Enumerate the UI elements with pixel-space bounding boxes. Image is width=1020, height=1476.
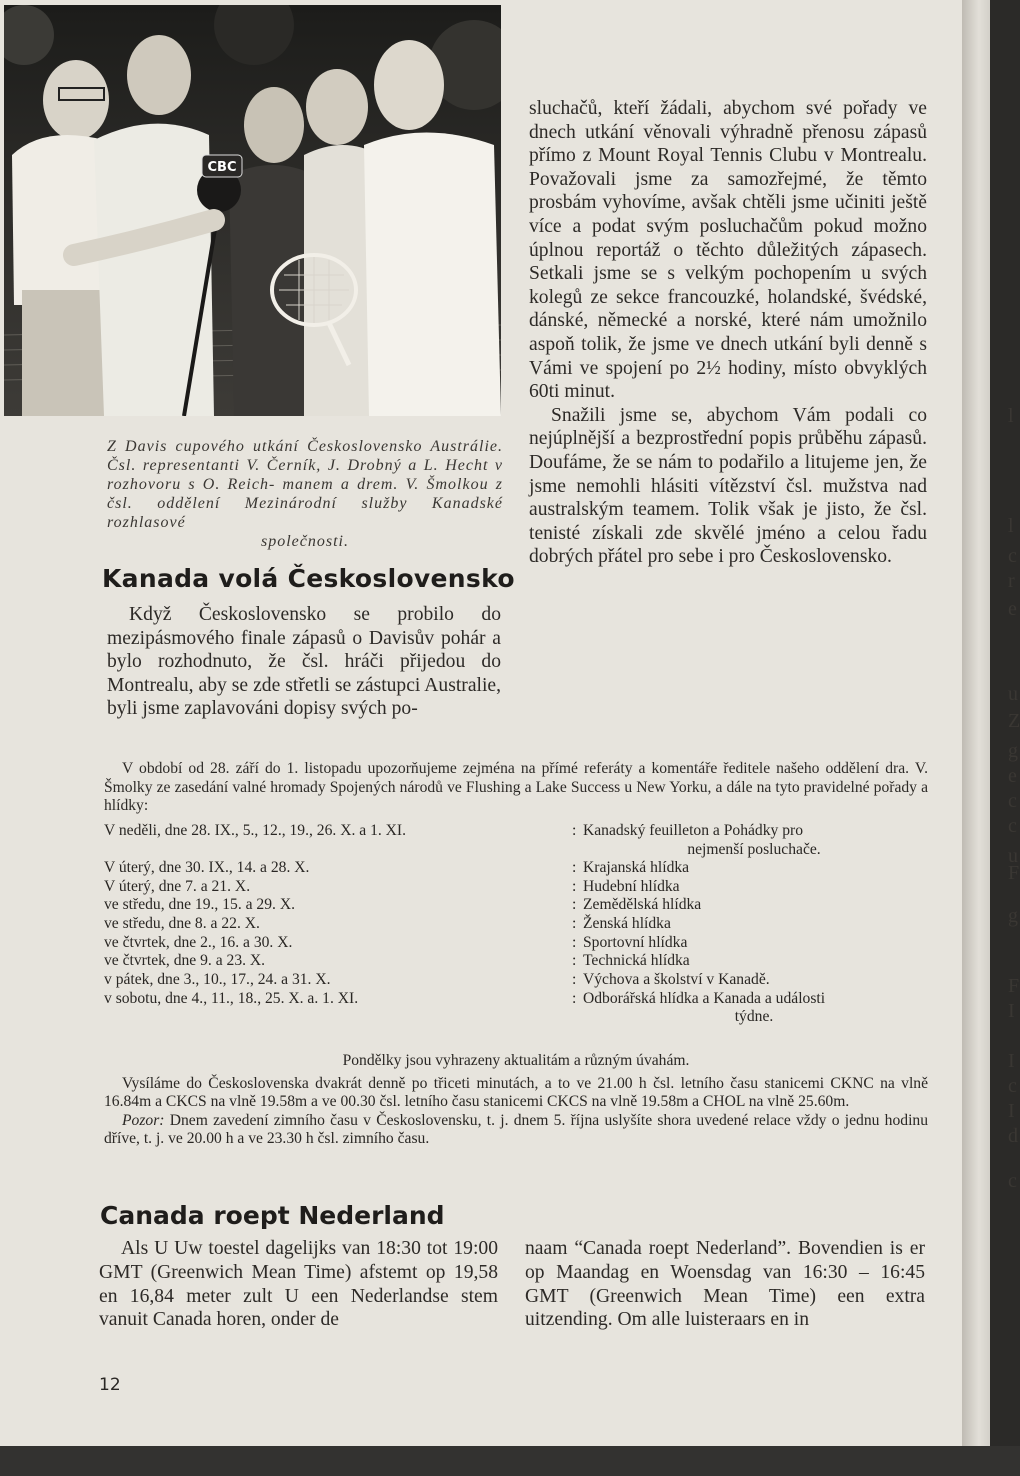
warning-label: Pozor:	[122, 1111, 165, 1129]
paragraph: Když Československo se probilo do mezipásmového finale zápasů o Davisův pohár a bylo rozhodnuto, že čsl. hráči přijedou do Montrealu, aby se zde střetli se zástupci Australie, byli jsme zaplavováni dopisy svých po-	[107, 604, 501, 720]
program-schedule	[104, 822, 928, 1027]
edge-letter: I	[1008, 1000, 1015, 1022]
photo-illustration	[4, 5, 501, 416]
edge-letter: Z	[1008, 710, 1020, 732]
article-column-right	[529, 97, 927, 569]
broadcast-info	[104, 1052, 928, 1149]
edge-letter: e	[1008, 598, 1017, 620]
mondays-note: Pondělky jsou vyhrazeny aktualitám a různým úvahám.	[342, 1052, 690, 1069]
schedule-program: Ženská hlídka	[583, 915, 671, 933]
schedule-days: v sobotu, dne 4., 11., 18., 25. X. a. 1. XI.	[104, 989, 359, 1007]
paragraph: naam “Canada roept Nederland”. Bovendien is er op Maandag en Woensdag van 16:30 – 16:45 GMT (Greenwich Mean Time) een extra uitzending. Om alle luisteraars en in	[525, 1238, 925, 1331]
schedule-program: Krajanská hlídka	[583, 859, 690, 876]
schedule-row: ve čtvrtek, dne 9. a 23. X. : Technická hlídka	[104, 952, 928, 971]
schedule-row: ve středu, dne 8. a 22. X. : Ženská hlídka	[104, 915, 928, 934]
schedule-row: V úterý, dne 7. a 21. X. : Hudební hlídka	[104, 878, 928, 897]
book-spine	[962, 0, 990, 1446]
schedule-row: ve středu, dne 19., 15. a 29. X. : Zemědělská hlídka	[104, 896, 928, 915]
paragraph: Snažili jsme se, abychom Vám podali co nejúplnější a bezprostřední popis průběhu zápasů. Doufáme, že se nám to podařilo a litujeme jen, že jsme nemohli hlásiti vítězství čsl. mužstva nad australským teamem. Tolik však je jisto, že čsl. tenisté získali zde skvělé jméno a celou řadu dobrých přátel pro sebe i pro Československo.	[529, 404, 927, 568]
schedule-program: Hudební hlídka	[583, 877, 680, 895]
edge-letter: I	[1008, 1050, 1015, 1072]
schedule-row: V neděli, dne 28. IX., 5., 12., 19., 26. X. a 1. XI. : Kanadský feuilleton a Pohádky pro nejmenší posluchače.	[104, 822, 928, 859]
warning-note	[104, 1112, 928, 1149]
caption-line: manem a drem. V. Šmolkou z čsl. oddělení	[107, 476, 504, 512]
schedule-program: Sportovní hlídka	[583, 933, 688, 951]
edge-letter: u	[1008, 845, 1018, 867]
schedule-days: ve čtvrtek, dne 9. a 23. X.	[104, 952, 266, 970]
mic-label: CBC	[207, 160, 237, 175]
edge-letter: d	[1008, 1125, 1018, 1147]
schedule-program: Kanadský feuilleton a Pohádky pro	[583, 822, 803, 839]
schedule-days: V úterý, dne 7. a 21. X.	[104, 877, 251, 895]
schedule-program: Odborářská hlídka a Kanada a události	[583, 989, 826, 1007]
caption-line: Z Davis cupového utkání Československo	[107, 438, 423, 455]
article-column-left	[107, 603, 501, 721]
schedule-program: Technická hlídka	[583, 952, 690, 970]
edge-letter: I	[1008, 1100, 1015, 1122]
dutch-column-right	[525, 1237, 925, 1332]
warning-text: Dnem zavedení zimního času v Československu, t. j. dnem 5. října uslyšíte shora uvedené relace vždy o jednu hodinu dříve, t. j. ve 20.00 h a ve 23.30 h čsl. zimního času.	[104, 1111, 929, 1147]
schedule-days: ve středu, dne 19., 15. a 29. X.	[104, 896, 295, 914]
edge-letter: g	[1008, 740, 1018, 762]
article-title-dutch: Canada roept Nederland	[100, 1201, 445, 1230]
schedule-row: v pátek, dne 3., 10., 17., 24. a 31. X. : Výchova a školství v Kanadě.	[104, 971, 928, 990]
schedule-program: Výchova a školství v Kanadě.	[583, 971, 770, 989]
schedule-days: V neděli, dne 28. IX., 5., 12., 19., 26. X. a 1. XI.	[104, 822, 407, 839]
schedule-row: ve čtvrtek, dne 2., 16. a 30. X. : Sportovní hlídka	[104, 934, 928, 953]
edge-letter: c	[1008, 790, 1017, 812]
caption-line: Mezinárodní služby Kanadské rozhlasové	[107, 495, 503, 531]
edge-letter: e	[1008, 765, 1017, 787]
program-notes-intro	[104, 760, 928, 816]
schedule-days: v pátek, dne 3., 10., 17., 24. a 31. X.	[104, 971, 331, 989]
edge-letter: c	[1008, 1075, 1017, 1097]
edge-letter: c	[1008, 815, 1017, 837]
edge-letter: g	[1008, 905, 1018, 927]
article-title-czech: Kanada volá Československo	[102, 564, 515, 593]
dutch-column-left	[99, 1237, 498, 1332]
schedule-program-cont: týdne.	[734, 1008, 774, 1026]
edge-letter: l	[1008, 515, 1014, 537]
edge-letter: F	[1008, 975, 1020, 997]
schedule-days: ve středu, dne 8. a 22. X.	[104, 915, 260, 933]
schedule-row: V úterý, dne 30. IX., 14. a 28. X. : Krajanská hlídka	[104, 859, 928, 878]
schedule-program-cont: nejmenší posluchače.	[687, 840, 821, 858]
paragraph: V období od 28. září do 1. listopadu upozorňujeme zejména na přímé referáty a komentáře ředitele našeho oddělení dra. V. Šmolky ze zasedání valné hromady Spojených národů ve Flushing a Lake Success u New Yorku, a dále na tyto pravidelné pořady a hlídky:	[104, 760, 928, 814]
schedule-days: ve čtvrtek, dne 2., 16. a 30. X.	[104, 933, 293, 951]
edge-letter: u	[1008, 683, 1018, 705]
edge-letter: c	[1008, 545, 1017, 567]
edge-letter: l	[1008, 405, 1014, 427]
paragraph: sluchačů, kteří žádali, abychom své pořady ve dnech utkání věnovali výhradně přenosu zápasů přímo z Mount Royal Tennis Clubu v Montrealu. Považovali jsme za samozřejmé, že těmto prosbám vyhovíme, avšak chtěli jsme učiniti ještě více a podat svým posluchačům pokud možno úplnou reportáž o těchto důležitých zápasech. Setkali jsme se s velkým pochopením u svých kolegů ze sekce francouzké, holandské, švédské, dánské, německé a norské, které nám umožnilo aspoň tolik, že jsme ve dnech utkání byli denně s Vámi ve spojení po 2½ hodiny, místo obvyklých 60ti minut.	[529, 98, 927, 403]
davis-cup-photo	[4, 5, 501, 416]
edge-letter: r	[1008, 570, 1015, 592]
caption-line: J. Drobný a L. Hecht v rozhovoru s O. Reich-	[107, 457, 504, 493]
caption-line: Austrálie. Čsl. representanti V. Černík,	[107, 438, 503, 474]
background-surface	[0, 1446, 1020, 1476]
schedule-days: V úterý, dne 30. IX., 14. a 28. X.	[104, 859, 310, 876]
broadcast-times: Vysíláme do Československa dvakrát denně po třiceti minutách, a to ve 21.00 h čsl. letního času stanicemi CKNC na vlně 16.84m a CKCS na vlně 19.58m a ve 00.30 čsl. letního času stanicemi CKCS na vlně 19.58m a CHOL na vlně 25.60m.	[104, 1074, 928, 1110]
edge-letter: F	[1008, 862, 1020, 884]
paragraph: Als U Uw toestel dagelijks van 18:30 tot 19:00 GMT (Greenwich Mean Time) afstemt op 19,58 en 16,84 meter zult U een Nederlandse stem vanuit Canada horen, onder de	[99, 1238, 498, 1331]
page-number: 12	[99, 1375, 121, 1395]
edge-letter: c	[1008, 1170, 1017, 1192]
schedule-program: Zemědělská hlídka	[583, 896, 702, 914]
photo-caption	[107, 437, 503, 551]
schedule-row: v sobotu, dne 4., 11., 18., 25. X. a. 1. XI. : Odborářská hlídka a Kanada a události týdne.	[104, 990, 928, 1027]
caption-line: společnosti.	[261, 533, 349, 550]
